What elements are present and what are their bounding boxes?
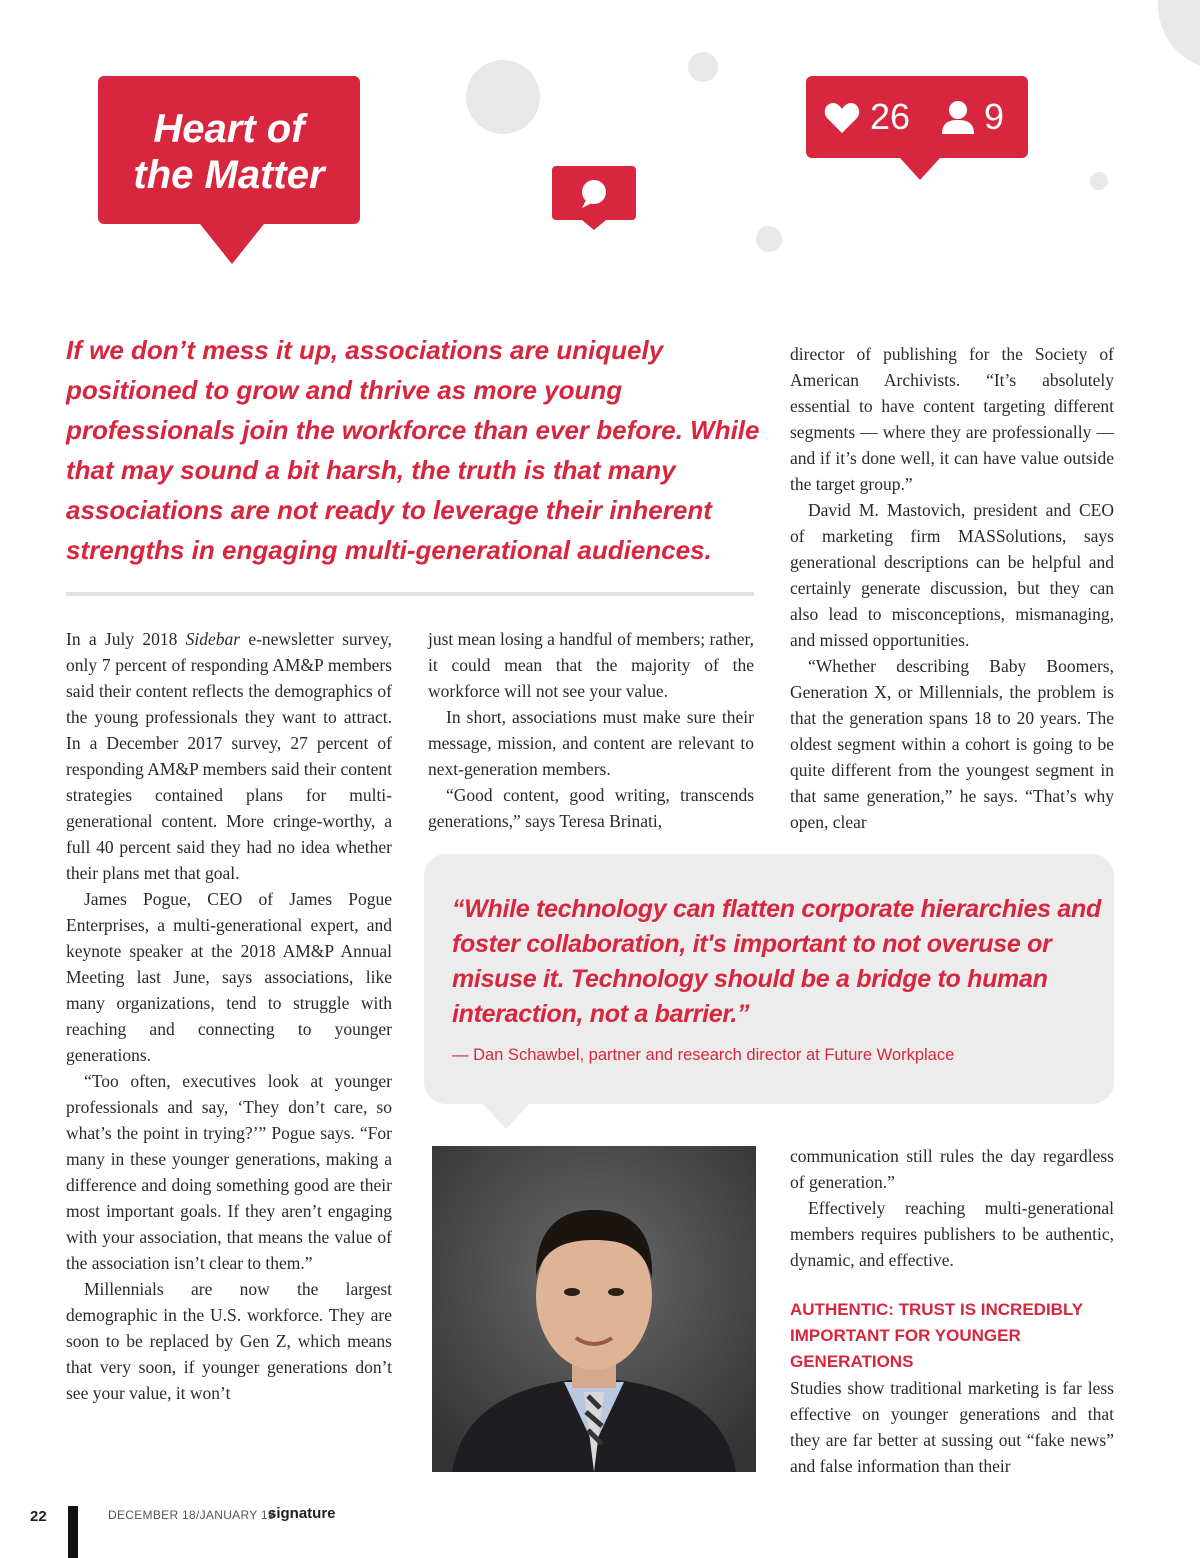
likes-bubble-tail [900,158,940,180]
paragraph: just mean losing a handful of members; rather, it could mean that the majority of the workforce will not see your value. [428,629,754,701]
paragraph: communication still rules the day regardless of generation.” [790,1146,1114,1192]
paragraph: Millennials are now the largest demographic in the U.S. workforce. They are soon to be replaced by Gen Z, which means that very soon, if younger generations don’t see your value, it won’t [66,1279,392,1403]
decor-circle-small [688,52,718,82]
likes-count: 26 [870,96,911,137]
paragraph: James Pogue, CEO of James Pogue Enterprises, a multi-generational expert, and keynote speaker at the 2018 AM&P Annual Meeting last June, says associations, like many organizations, tend to struggle with reaching and connecting to younger generations. [66,889,392,1065]
paragraph: “Too often, executives look at younger professionals and say, ‘They don’t care, so what’s the point in trying?’” Pogue says. “For many in these younger generations, making a difference and doing something good are their most important goals. If they aren’t engaging with your association, that means the value of the association isn’t clear to them.” [66,1071,392,1273]
person-icon [940,100,976,134]
decor-circle-corner [1158,0,1200,70]
pull-quote-attribution: — Dan Schawbel, partner and research director at Future Workplace [452,1046,955,1064]
paragraph: director of publishing for the Society of American Archivists. “It’s absolutely essential to have content targeting different segments — where they are professionally — and if it’s done well, it can have value outside the target group.” [790,344,1114,494]
issue-date: DECEMBER 18/JANUARY 19 [108,1508,275,1522]
title-bubble-tail [200,224,264,264]
section-subhead: AUTHENTIC: TRUST IS INCREDIBLY IMPORTANT FOR YOUNGER GENERATIONS [790,1300,1083,1371]
publication-name: Sidebar [185,629,241,649]
footer-bar [68,1506,78,1558]
column-3 [790,341,1114,835]
comment-bubble-tail [582,220,606,230]
paragraph [66,626,392,886]
divider [66,592,754,596]
spacer [790,1273,1114,1297]
paragraph: “Good content, good writing, transcends generations,” says Teresa Brinati, [428,785,754,831]
comment-bubble [552,166,636,220]
column-3-continued [790,1143,1114,1479]
page-title-line2: the Matter [133,153,325,197]
paragraph: In short, associations must make sure their message, mission, and content are relevant to next-generation members. [428,707,754,779]
intro-deck: If we don’t mess it up, associations are uniquely positioned to grow and thrive as more young professionals join the workforce than ever before. While that may sound a bit harsh, the truth is that many associations are not ready to leverage their inherent strengths in engaging multi-generational audiences. [66,335,760,565]
pull-quote-text: “While technology can flatten corporate hierarchies and foster collaboration, it's important to not overuse or misuse it. Technology should be a bridge to human interaction, not a barrier.” [452,895,1101,1028]
column-1 [66,626,392,1406]
title-bubble [98,76,360,224]
comment-icon [552,166,636,220]
column-2 [428,626,754,834]
paragraph: “Whether describing Baby Boomers, Generation X, or Millennials, the problem is that the generation spans 18 to 20 years. The oldest segment within a cohort is going to be quite different from the youngest segment in that same generation,” he says. “That’s why open, clear [790,656,1114,832]
pull-quote-tail [482,1103,530,1129]
magazine-name: signature [268,1505,336,1522]
text: In a July 2018 [66,629,186,649]
followers-count: 9 [984,96,1005,137]
portrait-photo [432,1146,756,1472]
decor-circle-small [756,226,782,252]
decor-circle-large [466,60,540,134]
page-title-line1: Heart of [153,107,305,151]
text: e-newsletter survey, only 7 percent of responding AM&P members said their content reflects the demographics of the young professionals they want to attract. In a December 2017 survey, 27 percent of responding AM&P members said their content strategies contained plans for multi-generational content. More cringe-worthy, a full 40 percent said they had no idea whether their plans met that goal. [66,629,392,883]
paragraph: David M. Mastovich, president and CEO of marketing firm MASSolutions, says generational descriptions can be helpful and certainly generate discussion, but they can also lead to misconceptions, mismanaging, and missed opportunities. [790,500,1114,650]
heart-icon [824,102,860,134]
decor-circle-small [1090,172,1108,190]
page-number: 22 [30,1508,47,1525]
likes-bubble [806,76,1028,158]
paragraph: Effectively reaching multi-generational members requires publishers to be authentic, dynamic, and effective. [790,1198,1114,1270]
paragraph: Studies show traditional marketing is far less effective on younger generations and that they are far better at sussing out “fake news” and false information than their [790,1378,1114,1476]
portrait-illustration [432,1146,756,1472]
